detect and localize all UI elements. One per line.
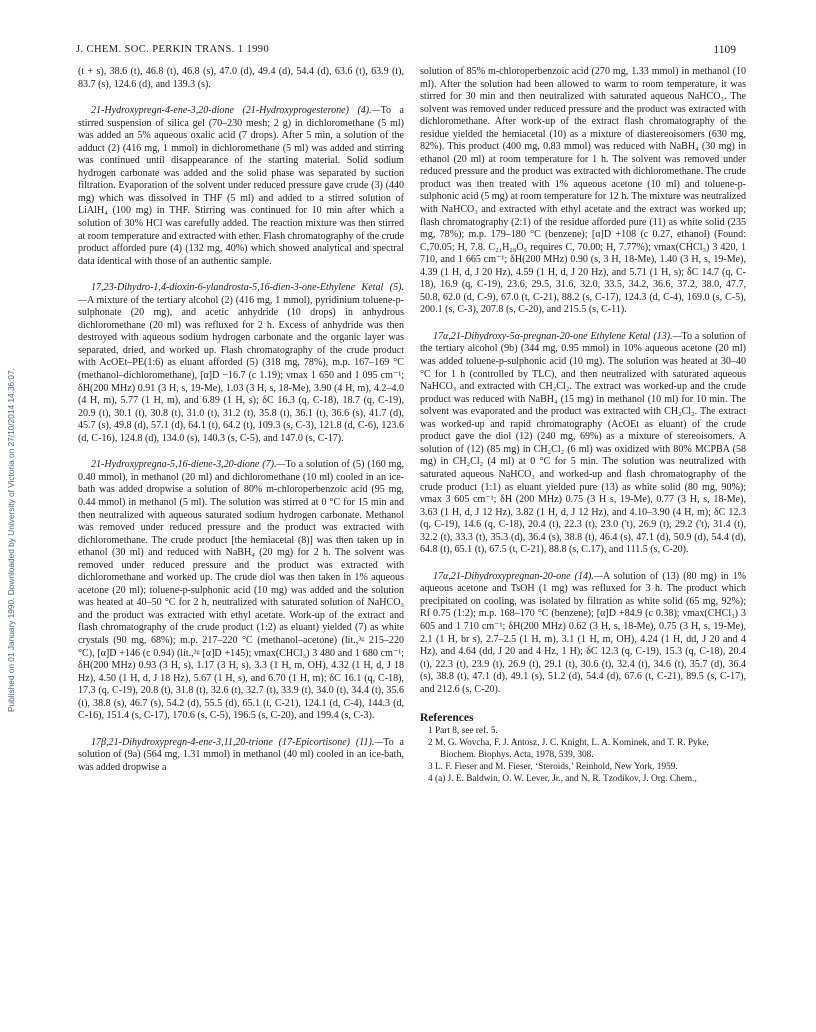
- experimental-paragraph: [78, 737, 404, 775]
- paragraph-text: To a solution of (5) (160 mg, 0.40 mmol), in methanol (20 ml) and dichloromethane (10 ml) cooled in an ice-bath was added dropwise a solution of 80% m-chloroperbenzoic acid (95 mg, 0.44 mmol) in methanol (5 ml). The solution was stirred at 0 °C for 15 min and then neutralized with aqueous saturated sodium hydrogen carbonate. Methanol was removed under reduced pressure and the product was extracted with dichloromethane. The crude product [the hemiacetal (8)] was then taken up in ethanol (30 ml) and reduced with NaBH₄ (20 mg) for 2 h. The solvent was removed under reduced pressure and the product was extracted with dichloromethane and worked up. The crude diol was then taken in 1% aqueous acetone (20 ml); toluene-p-sulphonic acid (10 mg) was added and the solution was heated at 40–50 °C for 2 h, neutralized with saturated solution of NaHCO₃ and the product was extracted with ethyl acetate. Work-up of the extract and flash chromatography of the crude product (1:2) as eluant) yielded (7) as white crystals (90 mg, 68%); m.p. 217–220 °C (methanol–acetone) (lit.,³ᵍ 215–220 °C), [α]D +146 (c 0.94) (lit.,³ᵍ [α]D +145); νmax(CHCl₃) 3 480 and 1 680 cm⁻¹; δH(200 MHz) 0.93 (3 H, s), 1.17 (3 H, s), 3.3 (1 H, m, OH), 4.32 (1 H, d, J 18 Hz), 4.50 (1 H, d, J 18 Hz), 5.67 (1 H, s), and 6.70 (1 H, m); δC 16.1 (q, C-18), 17.3 (q, C-19), 20.8 (t), 31.8 (t), 32.6 (t), 32.7 (t), 33.9 (t), 34.0 (t), 34.4 (t), 35.6 (t), 38.8 (s), 46.7 (s), 54.2 (d), 55.5 (d), 65.1 (t, C-21), 124.1 (d, C-4), 144.3 (d, C-16), 151.4 (s, C-17), 170.6 (s, C-5), 196.5 (s, C-20), and 199.4 (s, C-3).: [78, 459, 405, 722]
- paragraph-text: solution of 85% m-chloroperbenzoic acid (270 mg, 1.33 mmol) in methanol (10 ml). After the solution had been allowed to warm to room temperature, it was stirred for 30 min and then neutralized with saturated aqueous NaHCO₃. The solvent was removed under reduced pressure and the product was extracted with dichloromethane. After work-up of the extract flash chromatography of the residue yielded the hemiacetal (10) as a mixture of diastereoisomers (630 mg, 82%). This product (400 mg, 0.83 mmol) was reduced with NaBH₄ (30 mg) in ethanol (20 ml) at room temperature for 1 h. The solvent was removed under reduced pressure and the product was extracted with dichloromethane. The crude product was then treated with 1% aqueous acetone (10 ml) and toluene-p-sulphonic acid (5 mg) at room temperature for 12 h. The mixture was neutralized with NaHCO₃ and extracted with ethyl acetate and the extract was worked up; flash chromatography (2:1) of the residue afforded pure (11) as white solid (235 mg, 78%); m.p. 179–180 °C (benzene); [α]D +108 (c 0.27, ethanol) (Found: C,70.05; H, 7.8. C₂₁H₂₈O₅ requires C, 70.00; H, 7.77%); νmax(CHCl₃) 3 420, 1 710, and 1 665 cm⁻¹; δH(200 MHz) 0.90 (s, 3 H, 18-Me), 1.40 (3 H, s, 19-Me), 4.39 (1 H, d, J 20 Hz), 4.59 (1 H, d, J 20 Hz), and 5.71 (1 H, s); δC 14.7 (q, C-18), 16.9 (q, C-19), 23.6, 29.5, 31.6, 32.0, 33.5, 34.2, 36.6, 37.2, 38.0, 47.7, 50.8, 62.0 (d, C-9), 67.0 (t, C-21), 88.2 (s, C-17), 124.3 (d, C-4), 169.0 (s, C-5), 200.1 (s, C-3), 207.8 (s, C-20), and 215.5 (s, C-11).: [420, 66, 746, 316]
- compound-heading: 17β,21-Dihydroxypregn-4-ene-3,11,20-trione (17-Epicortisone) (11).—: [91, 736, 384, 748]
- compound-heading: 17α,21-Dihydroxy-5α-pregnan-20-one Ethylene Ketal (13).—: [433, 330, 682, 342]
- paragraph-text: A solution of (13) (80 mg) in 1% aqueous acetone and TsOH (1 mg) was refluxed for 3 h. The product which precipitated on cooling, was isolated by filtration as white solid (65 mg, 92%); Rf 0.75 (1:2); m.p. 168–170 °C (benzene); [α]D +84.9 (c 0.38); νmax(CHCl₃) 3 605 and 1 710 cm⁻¹; δH(200 MHz) 0.62 (3 H, s, 18-Me), 0.75 (3 H, s, 19-Me), 2.1 (1 H, br s), 2.7–2.5 (1 H, m), 3.1 (1 H, m, OH), 4.24 (1 H, dd, J 20 and 4 Hz), and 4.64 (dd, J 20 and 4 Hz, 1 H); δC 12.3 (q, C-19), 15.3 (q, C-18), 20.4 (t), 22.3 (t), 23.9 (t), 26.9 (t), 29.1 (t), 30.6 (t), 32.4 (t), 34.6 (t), 35.7 (d), 36.4 (s), 38.8 (t), 47.1 (d), 49.1 (s), 51.2 (d), 54.4 (d), 67.6 (t, C-21), 89.5 (s, C-17), and 212.6 (s, C-20).: [420, 570, 746, 695]
- paragraph-text: To a solution of (9a) (564 mg, 1.31 mmol) in methanol (40 ml) cooled in an ice-bath, was added dropwise a: [78, 736, 405, 773]
- experimental-paragraph: [420, 571, 746, 696]
- references-heading: References: [420, 712, 474, 725]
- reference-item: 3 L. F. Fieser and M. Fieser, ‘Steroids,’ Reinhold, New York, 1959.: [428, 761, 678, 772]
- paragraph-text: To a solution of the tertiary alcohol (9b) (344 mg, 0.95 mmol) in 10% aqueous acetone (20 ml) was added toluene-p-sulphonic acid (10 mg). The solution was heated at 30–40 °C for 1 h (controlled by TLC), and then neutralized with saturated aqueous NaHCO₃ and extracted with CH₂Cl₂. The extract was worked-up and the crude product was reduced with NaBH₄ (15 mg) in methanol (10 ml) for 10 min. The solvent was evaporated and the product was extracted with CH₂Cl₂. The extract was worked-up and rapid chromatography (AcOEt as eluant) of the crude product gave the diol (12) (240 mg, 69%) as a mixture of stereoisomers. A solution of (12) (85 mg) in CH₂Cl₂ (6 ml) was oxidized with 80% MCPBA (58 mg) in CH₂Cl₂ (4 ml) at 0 °C for 5 min. The solution was neutralized with saturated aqueous NaHCO₃ and worked-up and flash chromatography of the crude product (1:1) as eluant yielded pure (13) as white solid (80 mg, 90%); νmax 3 605 cm⁻¹; δH (200 MHz) 0.75 (3 H s, 19-Me), 0.77 (3 H, s, 18-Me), 3.63 (1 H, d, J 12 Hz), 3.82 (1 H, d, J 12 Hz), and 4.10–3.90 (4 H, m); δC 12.3 (q, C-19), 14.6 (q, C-18), 20.4 (t), 22.3 (t), 23.0 ('t), 26.9 (t), 29.2 ('t), 31.4 (t), 32.2 (t), 33.3 (t), 35.3 (d), 36.4 (s), 38.8 (t), 46.4 (s), 47.1 (d), 50.9 (d), 54.4 (d), 64.8 (t), 65.1 (t), 67.5 (t, C-21), 88.8 (s, C.17), and 111.5 (s, C-20).: [420, 330, 746, 556]
- experimental-paragraph: [420, 331, 746, 557]
- reference-item: 4 (a) J. E. Baldwin, O. W. Lever, Jr., and N. R. Tzodikov, J. Org. Chem.,: [428, 773, 697, 784]
- experimental-paragraph: [78, 459, 404, 722]
- page-number: 1109: [713, 44, 736, 56]
- paragraph-text: (t + s), 38.6 (t), 46.8 (t), 46.8 (s), 47.0 (d), 49.4 (d), 54.4 (d), 63.6 (t), 63.9 (t), 83.7 (s), 124.6 (d), and 139.3 (s).: [78, 66, 404, 90]
- paragraph: [420, 66, 746, 317]
- download-watermark-text: Published on 01 January 1990. Downloaded by University of Victoria on 27/10/2014 14:36:07.: [6, 368, 16, 712]
- experimental-paragraph: [78, 105, 404, 268]
- reference-item: 1 Part 8, see ref. 5.: [428, 725, 498, 736]
- compound-heading: 21-Hydroxypregn-4-ene-3,20-dione (21-Hydroxyprogesterone) (4).—: [91, 105, 381, 117]
- left-column: [78, 66, 404, 774]
- paragraph: [78, 66, 404, 91]
- paragraph-text: To a stirred suspension of silica gel (70–230 mesh; 2 g) in dichloromethane (5 ml) was added an 5% aqueous oxalic acid (7 drops). After 5 min, a solution of the adduct (2) (416 mg, 1 mmol) in dichloromethane (5 ml) was added and stirring was continued until disappearance of the starting material. Solid sodium hydrogen carbonate was added and the solid phase was separated by suction filtration. Evaporation of the solvent under reduced pressure gave crude (3) (440 mg) which was dissolved in THF (5 ml) and added to a stirred solution of LiAlH₄ (100 mg) in THF. Stirring was continued for 10 min after which a solution of 30% HCl was carefully added. The reaction mixture was then stirred at room temperature and extracted with ether. Flash chromatography of the crude product afforded pure (4) (132 mg, 40%) which showed analytical and spectral data identical with those of an authentic sample.: [78, 105, 404, 267]
- compound-heading: 17α,21-Dihydroxypregnan-20-one (14).—: [433, 570, 603, 582]
- page-header: [76, 44, 736, 60]
- experimental-paragraph: [78, 282, 404, 445]
- compound-heading: 17,23-Dihydro-1,4-dioxin-6-ylandrosta-5,16-dien-3-one-Ethylene Ketal (5).—: [78, 282, 404, 306]
- reference-list: [420, 725, 746, 785]
- download-watermark: [4, 210, 18, 870]
- paragraph-text: A mixture of the tertiary alcohol (2) (416 mg, 1 mmol), pyridinium toluene-p-sulphonate (20 mg), and acetic anhydride (10 drops) in anhydrous dichloromethane (20 ml) was refluxed for 2 h. Excess of anhydride was then destroyed with aqueous sodium hydrogen carbonate and the organic layer was separated, dried, and worked up. Flash chromatography of the crude product with AcOEt–PE(1:6) as eluant afforded (5) (318 mg, 78%), m.p. 167–169 °C (methanol–dichloromethane), [α]D −16.7 (c 1.19); νmax 1 650 and 1 095 cm⁻¹; δH(200 MHz) 0.91 (3 H, s, 19-Me), 1.03 (3 H, s, 18-Me), 3.90 (4 H, m), 4.2–4.0 (4 H, m), 5.77 (1 H, m), and 6.89 (1 H, s); δC 16.3 (q, C-18), 18.7 (q, C-19), 20.9 (t), 30.1 (t), 30.8 (t), 31.0 (t), 31.2 (t), 35.8 (t), 36.1 (t), 36.6 (s), 41.7 (d), 45.7 (s), 49.8 (d), 57.1 (d), 64.1 (t), 64.2 (t), 109.3 (s, C-3), 121.8 (d, C-6), 123.6 (d, C-16), 124.8 (d), 134.0 (s), 140.3 (s, C-5), and 147.0 (s, C-17).: [78, 294, 404, 444]
- reference-item: 2 M. G. Wovcha, F. J. Antosz, J. C. Knight, L. A. Kominek, and T. R. Pyke, Biochem. Biophys. Acta, 1978, 539, 308.: [428, 737, 709, 760]
- right-column: [420, 66, 746, 785]
- compound-heading: 21-Hydroxypregna-5,16-diene-3,20-dione (7).—: [91, 459, 286, 471]
- journal-running-head: J. CHEM. SOC. PERKIN TRANS. 1 1990: [76, 44, 270, 55]
